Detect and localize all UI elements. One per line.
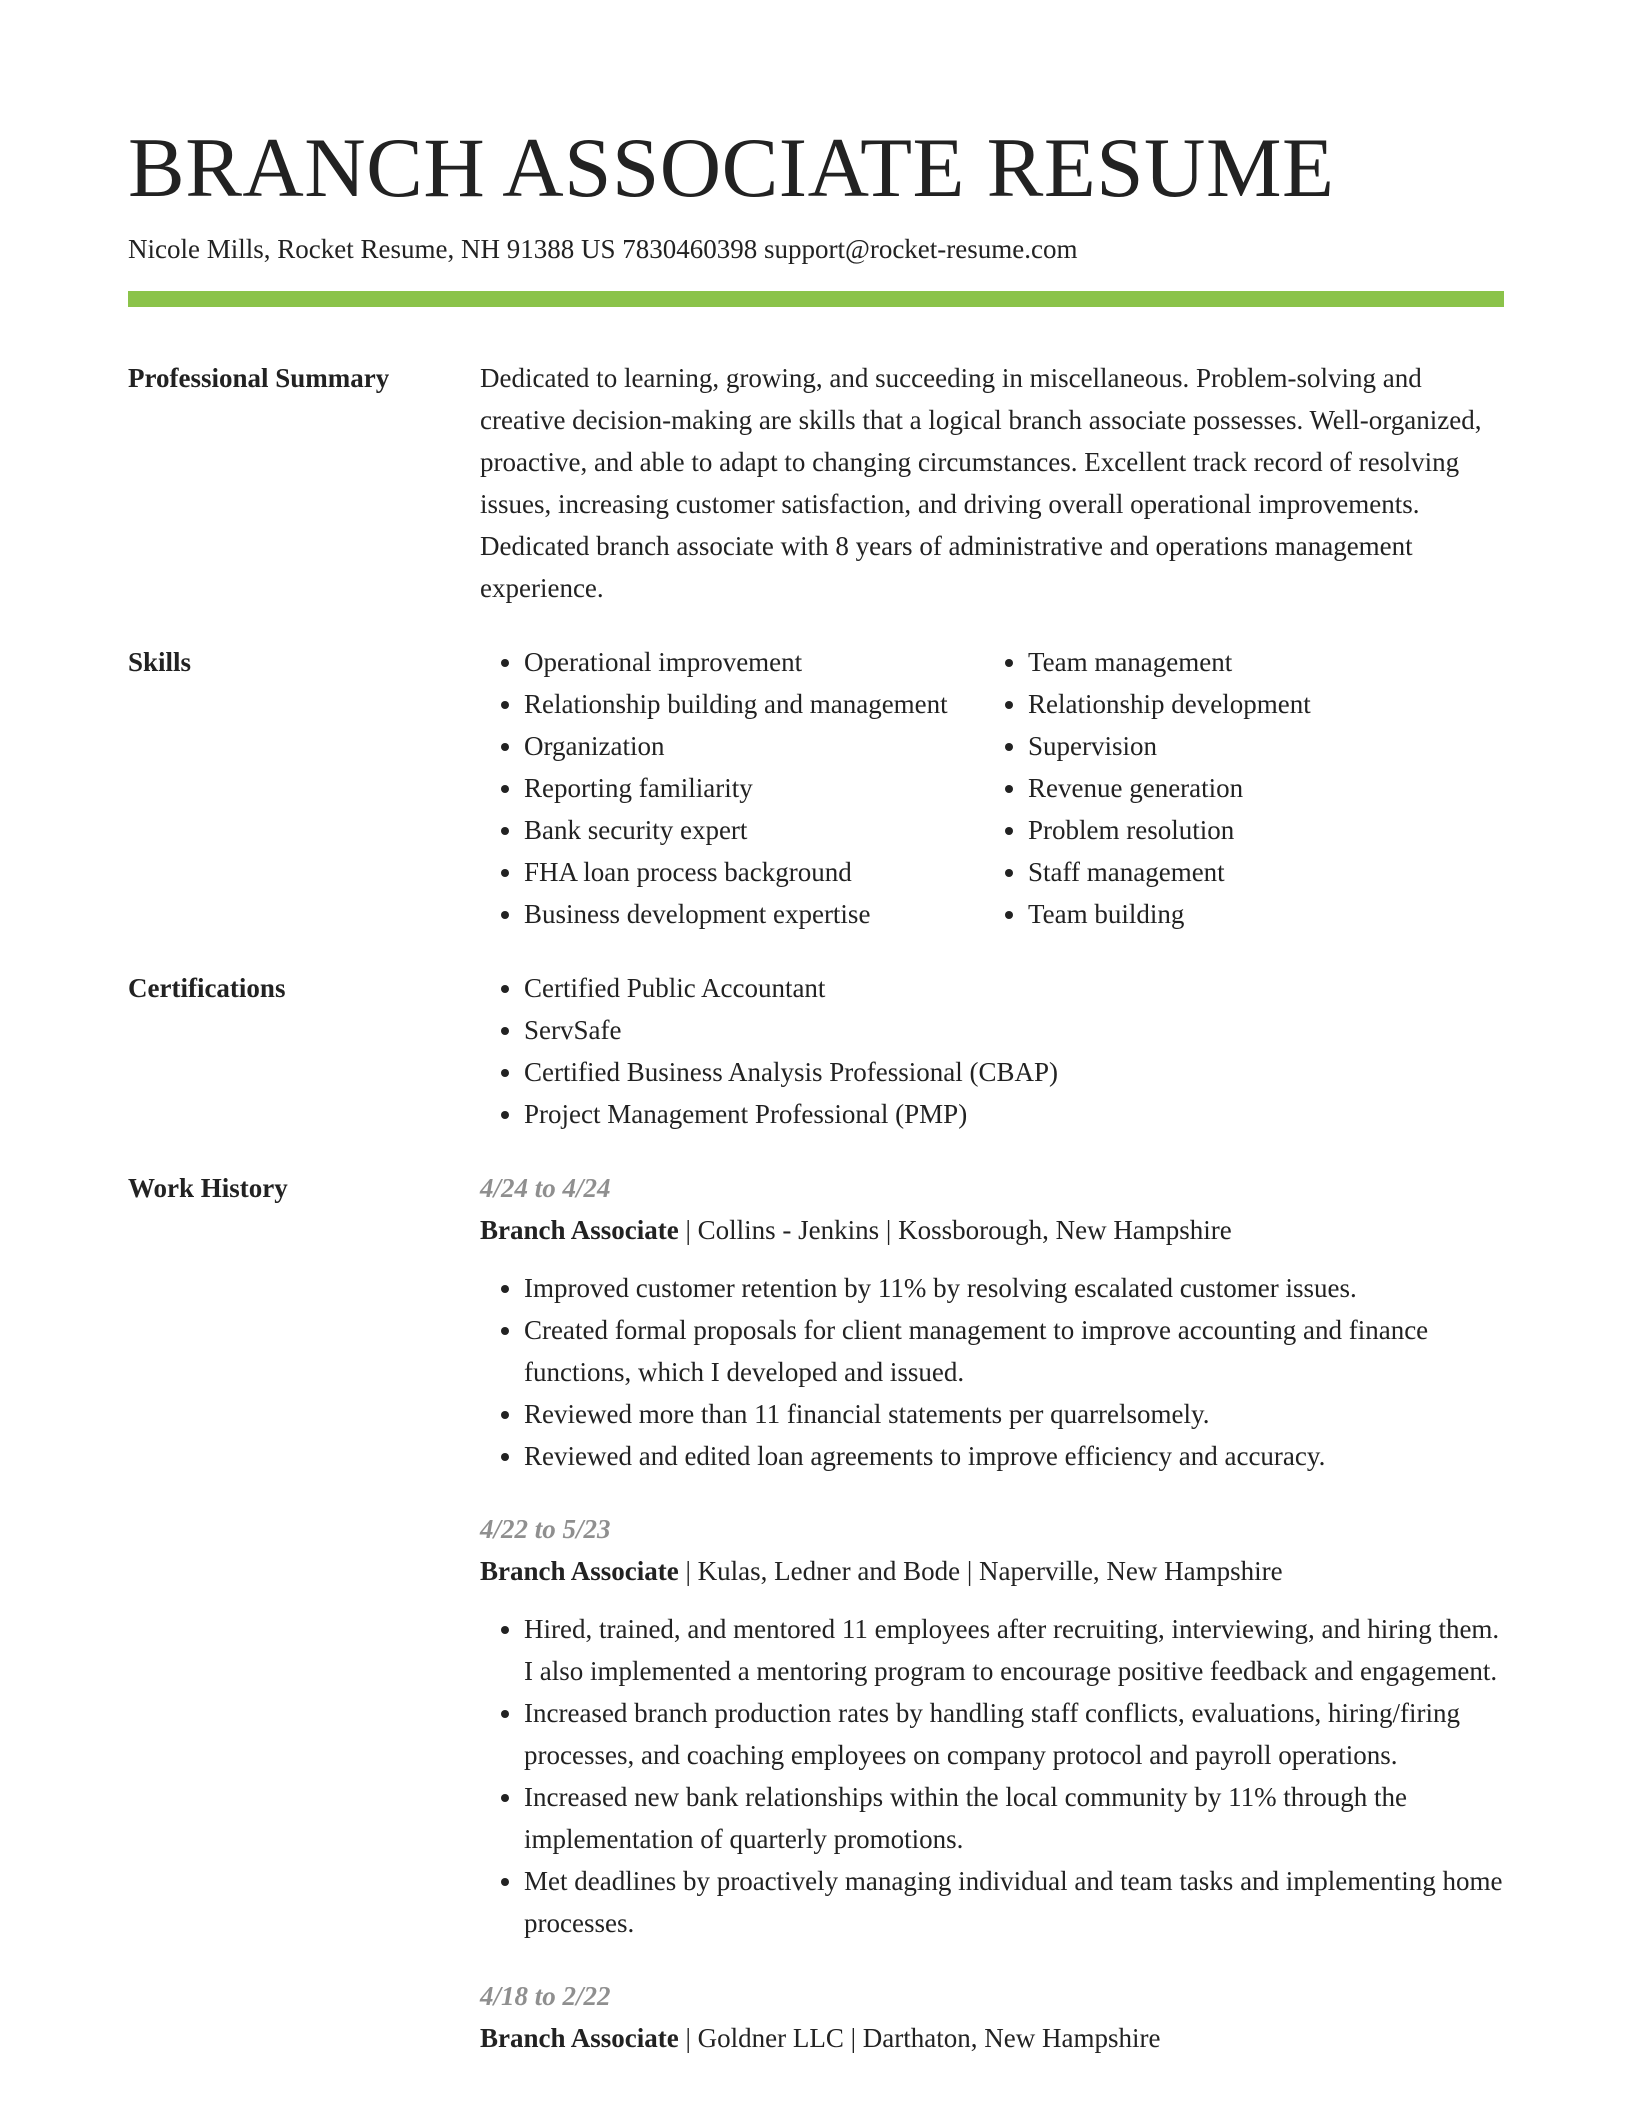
section-heading: Professional Summary [128,363,390,393]
skill-item: • Bank security expert [524,809,984,851]
skill-item: • Team building [1028,893,1504,935]
skill-item: • Staff management [1028,851,1504,893]
job-title: Branch Associate [480,2023,679,2053]
job-bullet: • Increased new bank relationships within the local community by 11% through the implementation of quarterly promotions. [524,1776,1504,1860]
job-company: Collins - Jenkins [697,1215,880,1245]
job-separator: | [960,1556,979,1586]
section-heading: Certifications [128,973,286,1003]
job-location: Naperville, New Hampshire [978,1556,1283,1586]
skill-item: • Relationship building and management [524,683,984,725]
skill-item: • Relationship development [1028,683,1504,725]
certification-item: • ServSafe [524,1009,1504,1051]
summary-text: Dedicated to learning, growing, and succeeding in miscellaneous. Problem-solving and creative decision-making are skills that a logical branch associate possesses. Well-organized, proactive, and able to adapt to changing circumstances. Excellent track record of resolving issues, increasing customer satisfaction, and driving overall operational improvements. Dedicated branch associate with 8 years of administrative and operations management experience. [480,363,1482,603]
job-bullet: • Hired, trained, and mentored 11 employees after recruiting, interviewing, and hiring them. I also implemented a mentoring program to encourage positive feedback and engagement. [524,1608,1504,1692]
section-body [480,967,1504,1135]
job-title: Branch Associate [480,1556,679,1586]
header-accent-rule [128,291,1504,307]
job-entry [480,1975,1504,2059]
job-bullet: • Improved customer retention by 11% by resolving escalated customer issues. [524,1267,1504,1309]
job-separator: | [678,1556,698,1586]
contact-line: Nicole Mills, Rocket Resume, NH 91388 US 7830460398 support@rocket-resume.com [128,234,1078,264]
job-bullet: • Reviewed more than 11 financial statements per quarrelsomely. [524,1393,1504,1435]
section-heading: Skills [128,647,192,677]
skills-grid [480,641,1504,935]
certification-item: • Certified Business Analysis Professional (CBAP) [524,1051,1504,1093]
professional-summary-section [128,357,1504,609]
skill-item: • Team management [1028,641,1504,683]
skill-item: • Reporting familiarity [524,767,984,809]
section-body [480,357,1504,609]
job-bullet: • Increased branch production rates by handling staff conflicts, evaluations, hiring/firing processes, and coaching employees on company protocol and payroll operations. [524,1692,1504,1776]
skill-item: • Business development expertise [524,893,984,935]
skill-item: • Operational improvement [524,641,984,683]
job-separator: | [678,1215,698,1245]
job-dates: 4/18 to 2/22 [480,1981,611,2011]
skill-item: • Problem resolution [1028,809,1504,851]
job-header [480,1550,1504,1592]
job-bullet-list [480,1608,1504,1944]
skills-list-right [984,641,1504,935]
job-separator: | [879,1215,899,1245]
section-heading: Work History [128,1173,288,1203]
job-dates: 4/24 to 4/24 [480,1173,611,1203]
job-title: Branch Associate [480,1215,679,1245]
job-entry [480,1167,1504,1477]
resume-title: BRANCH ASSOCIATE RESUME [128,121,1335,215]
skills-list-left [480,641,984,935]
skill-item: • Revenue generation [1028,767,1504,809]
certifications-section [128,967,1504,1135]
skill-item: • Organization [524,725,984,767]
certification-item: • Certified Public Accountant [524,967,1504,1009]
job-bullet: • Reviewed and edited loan agreements to improve efficiency and accuracy. [524,1435,1504,1477]
certification-item: • Project Management Professional (PMP) [524,1093,1504,1135]
skills-section [128,641,1504,935]
job-dates: 4/22 to 5/23 [480,1514,611,1544]
work-history-section [128,1167,1504,2059]
job-separator: | [678,2023,698,2053]
job-header [480,2017,1504,2059]
resume-page [128,0,1504,2059]
skill-item: • Supervision [1028,725,1504,767]
certifications-list [480,967,1504,1135]
section-body [480,1167,1504,2059]
job-entry [480,1508,1504,1944]
job-location: Kossborough, New Hampshire [898,1215,1232,1245]
job-location: Darthaton, New Hampshire [862,2023,1161,2053]
job-bullet: • Created formal proposals for client management to improve accounting and finance functions, which I developed and issued. [524,1309,1504,1393]
skill-item: • FHA loan process background [524,851,984,893]
job-bullet: • Met deadlines by proactively managing individual and team tasks and implementing home processes. [524,1860,1504,1944]
job-company: Goldner LLC [697,2023,844,2053]
job-bullet-list [480,1267,1504,1477]
job-header [480,1209,1504,1251]
job-company: Kulas, Ledner and Bode [697,1556,961,1586]
job-separator: | [843,2023,863,2053]
